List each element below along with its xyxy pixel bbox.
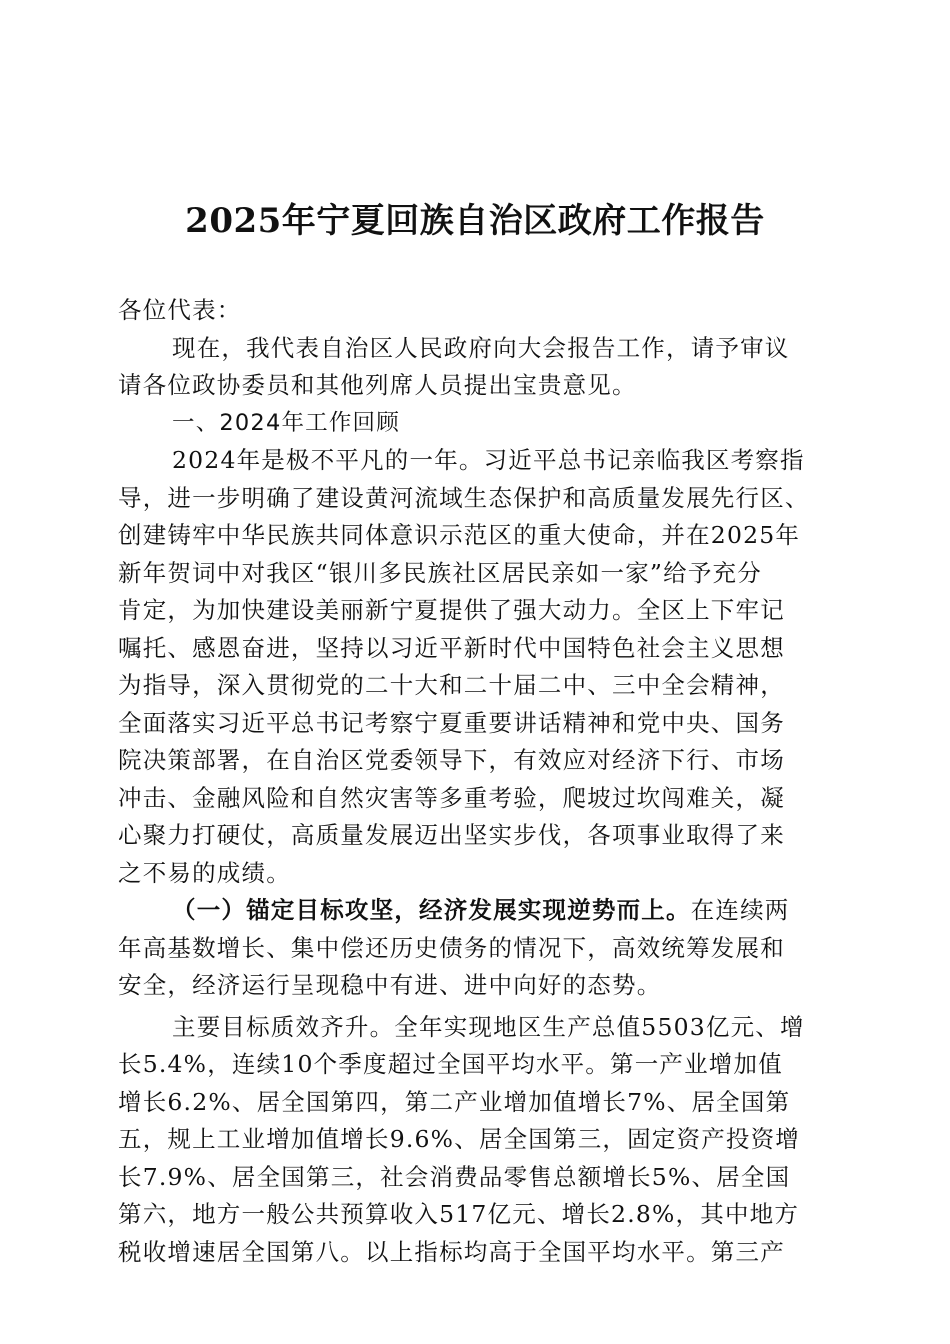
paragraph-line: 心聚力打硬仗，高质量发展迈出坚实步伐，各项事业取得了来 xyxy=(118,821,785,849)
paragraph-line: 长5.4%，连续10个季度超过全国平均水平。第一产业增加值 xyxy=(118,1050,783,1078)
paragraph-line: 院决策部署，在自治区党委领导下，有效应对经济下行、市场 xyxy=(118,746,785,774)
paragraph-line: 长7.9%、居全国第三，社会消费品零售总额增长5%、居全国 xyxy=(118,1162,791,1191)
paragraph-line: 为指导，深入贯彻党的二十大和二十届二中、三中全会精神， xyxy=(118,671,785,699)
paragraph-line: 五，规上工业增加值增长9.6%、居全国第三，固定资产投资增 xyxy=(118,1125,801,1153)
paragraph-line: 创建铸牢中华民族共同体意识示范区的重大使命，并在2025年 xyxy=(118,521,801,549)
paragraph-line: 导，进一步明确了建设黄河流域生态保护和高质量发展先行区、 xyxy=(118,483,810,512)
paragraph-line: 安全，经济运行呈现稳中有进、进中向好的态势。 xyxy=(118,971,662,999)
paragraph-line: 2024年是极不平凡的一年。习近平总书记亲临我区考察指 xyxy=(172,446,805,474)
subsection-heading: （一）锚定目标攻坚，经济发展实现逆势而上。 xyxy=(172,896,691,924)
paragraph-line: 税收增速居全国第八。以上指标均高于全国平均水平。第三产 xyxy=(118,1237,785,1266)
paragraph-line: 嘱托、感恩奋进，坚持以习近平新时代中国特色社会主义思想 xyxy=(118,633,785,662)
intro-line: 请各位政协委员和其他列席人员提出宝贵意见。 xyxy=(118,371,637,399)
salutation: 各位代表： xyxy=(118,296,242,324)
paragraph-line: 全面落实习近平总书记考察宁夏重要讲话精神和党中央、国务 xyxy=(118,708,785,737)
document-title: 2025年宁夏回族自治区政府工作报告 xyxy=(185,201,765,241)
subsection-line xyxy=(118,892,824,930)
paragraph-line: 主要目标质效齐升。全年实现地区生产总值5503亿元、增 xyxy=(172,1012,805,1041)
paragraph-line: 冲击、金融风险和自然灾害等多重考验，爬坡过坎闯难关，凝 xyxy=(118,783,785,812)
paragraph-line: 肯定，为加快建设美丽新宁夏提供了强大动力。全区上下牢记 xyxy=(118,596,785,624)
intro-line: 现在，我代表自治区人民政府向大会报告工作，请予审议 xyxy=(172,333,790,362)
subsection-text: 在连续两 xyxy=(690,896,790,924)
paragraph-line: 年高基数增长、集中偿还历史债务的情况下，高效统筹发展和 xyxy=(118,933,785,962)
paragraph-line: 之不易的成绩。 xyxy=(118,858,291,887)
paragraph-line: 增长6.2%、居全国第四，第二产业增加值增长7%、居全国第 xyxy=(118,1087,791,1116)
document-body xyxy=(118,292,824,1271)
section-heading: 一、2024年工作回顾 xyxy=(172,409,400,436)
paragraph-line: 第六，地方一般公共预算收入517亿元、增长2.8%，其中地方 xyxy=(118,1200,800,1228)
paragraph-line: 新年贺词中对我区“银川多民族社区居民亲如一家”给予充分 xyxy=(118,558,762,587)
